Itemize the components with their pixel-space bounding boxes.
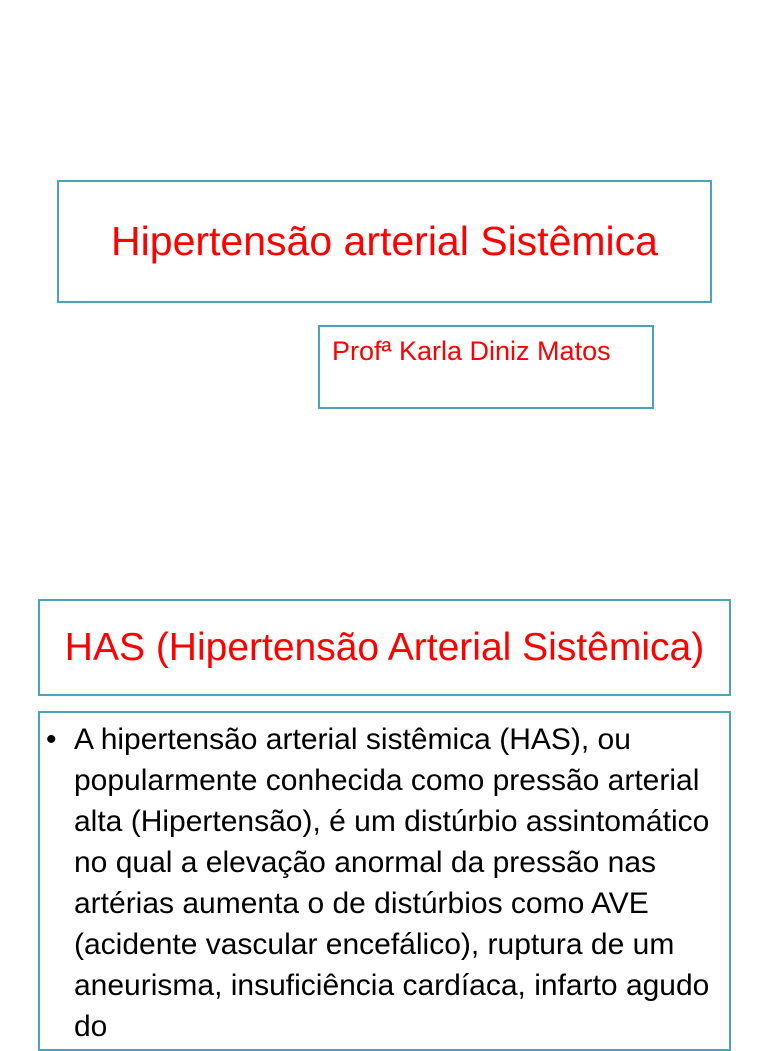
slide1-author-box (318, 325, 654, 409)
slide2-title-box (38, 599, 731, 696)
slide1-title-box (57, 180, 712, 303)
slide2-content-box (38, 711, 731, 1051)
bullet-icon: • (46, 723, 57, 756)
slide1-title: Hipertensão arterial Sistêmica (111, 218, 658, 264)
bullet-text: A hipertensão arterial sistêmica (HAS), ou popularmente conhecida como pressão arterial alta (Hipertensão), é um distúrbio assintomático no qual a elevação anormal da pressão nas artérias aumenta o de distúrbios como AVE (acidente vascular encefálico), ruptura de um aneurisma, insuficiência cardíaca, infarto agudo do (74, 723, 710, 1043)
slide2-title: HAS (Hipertensão Arterial Sistêmica) (64, 625, 705, 669)
slide1-author: Profª Karla Diniz Matos (332, 336, 611, 366)
list-item (46, 719, 724, 1047)
